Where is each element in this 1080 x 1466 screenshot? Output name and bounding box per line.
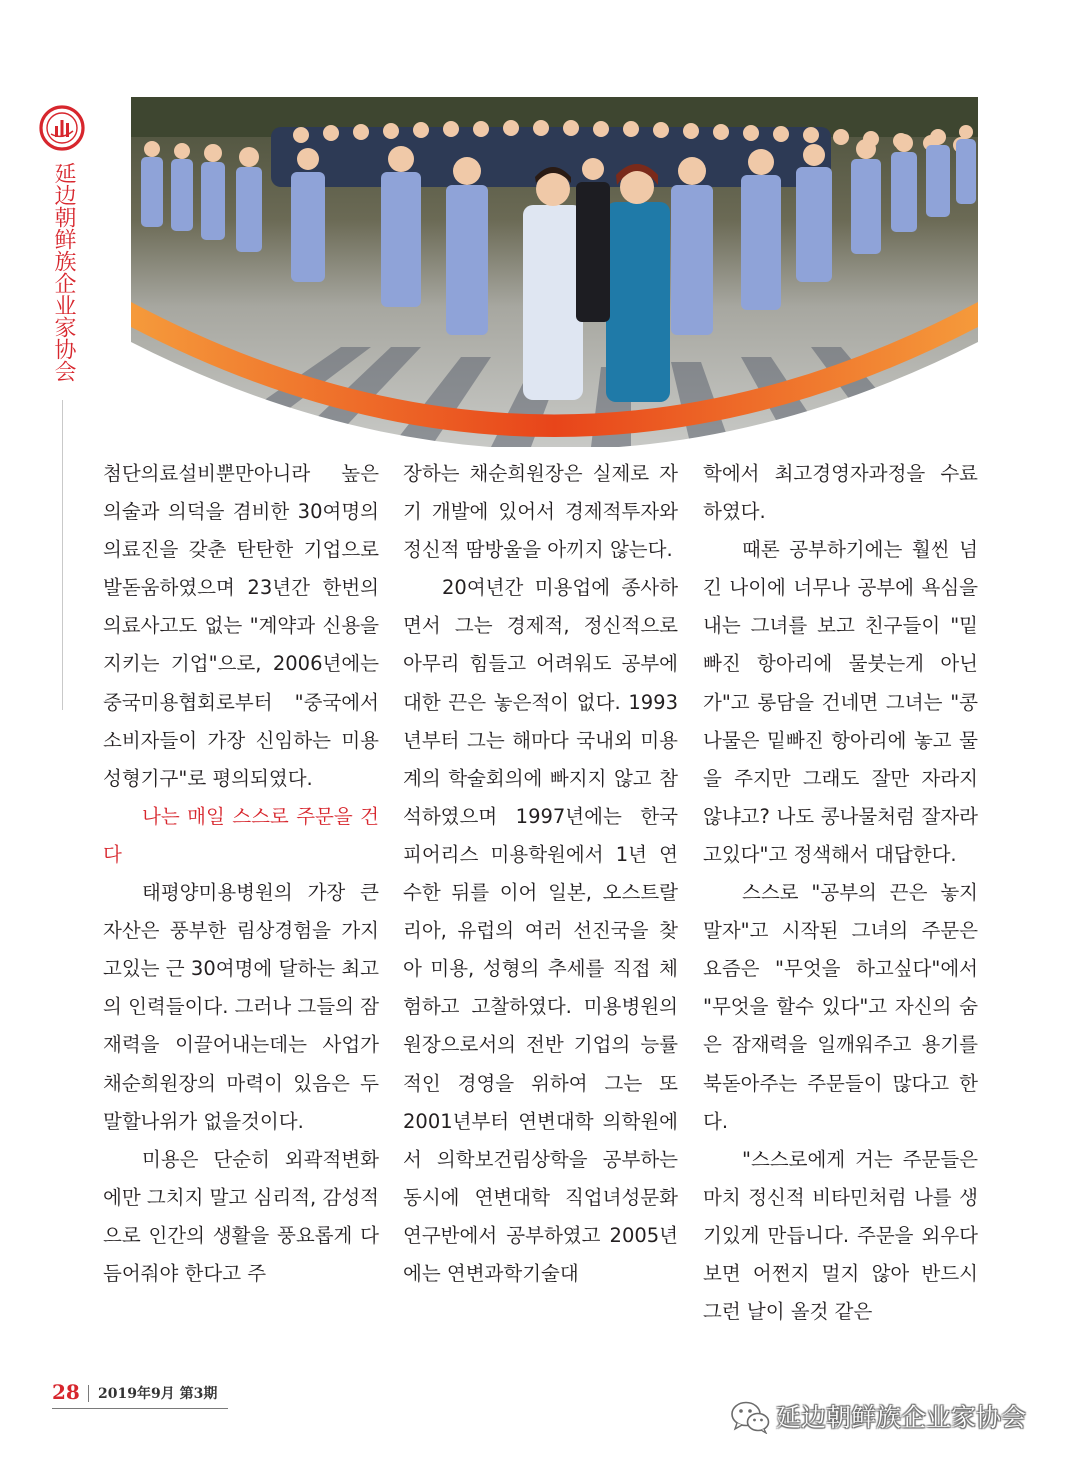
page-number: 28 — [52, 1380, 80, 1404]
paragraph: 장하는 채순희원장은 실제로 자기 개발에 있어서 경제적투자와 정신적 땀방울을 아끼지 않는다. — [403, 462, 678, 562]
sidebar-divider — [62, 400, 63, 710]
paragraph: 스스로 "공부의 끈은 놓지 말자"고 시작된 그녀의 주문은 요즘은 "무엇을 하고싶다"에서 "무엇을 할수 있다"고 자신의 숨은 잠재력을 일깨워주고 용기를 북돋아주는 주문들이 많다고 한다. — [703, 881, 978, 1133]
watermark-text: 延边朝鲜族企业家协会 — [776, 1403, 1027, 1432]
issue-label: 2019年9月 第3期 — [98, 1386, 218, 1402]
paragraph: "스스로에게 거는 주문들은 마치 정신적 비타민처럼 나를 생기있게 만듭니다. 주문을 외우다 보면 어쩐지 멀지 않아 반드시 그런 날이 올것 같은 — [703, 1147, 978, 1324]
paragraph: 때론 공부하기에는 훨씬 넘긴 나이에 너무나 공부에 욕심을 내는 그녀를 보고 친구들이 "밑빠진 항아리에 물붓는게 아닌가"고 롱담을 건네면 그녀는 "콩나물은 밑빠진 항아리에 놓고 물을 주지만 그래도 잘만 자라지 않냐고? 나도 콩나물처럼 잘자라고있다"고 정색해서 대답한다. — [703, 538, 978, 866]
organization-name: 延边朝鲜族企业家协会 — [51, 162, 76, 382]
paragraph: 첨단의료설비뿐만아니라 높은 의술과 의덕을 겸비한 30여명의 의료진을 갖춘 탄탄한 기업으로 발돋움하였으며 23년간 한번의 의료사고도 없는 "계약과 신용을 지키는 기업"으로, 2006년에는 중국미용협회로부터 "중국에서 소비자들이 가장 신임하는 미용성형기구"로 평의되였다. — [103, 462, 379, 790]
circle-logo-icon — [38, 104, 86, 152]
wechat-icon — [730, 1400, 770, 1434]
footer-separator — [88, 1385, 89, 1402]
section-subheading: 나는 매일 스스로 주문을 건다 — [103, 804, 379, 866]
paragraph: 20여년간 미용업에 종사하면서 그는 경제적, 정신적으로 아무리 힘들고 어려워도 공부에 대한 끈은 놓은적이 없다. 1993년부터 그는 해마다 국내외 미용계의 학술회의에 빠지지 않고 참석하였으며 1997년에는 한국 피어리스 미용학원에서 1년 연수한 뒤를 이어 일본, 오스트랄리아, 유럽의 여러 선진국을 찾아 미용, 성형의 추세를 직접 체험하고 고찰하였다. 미용병원의 원장으로서의 전반 기업의 능률적인 경영을 위하여 그는 또 2001년부터 연변대학 의학원에서 의학보건림상학을 공부하는 동시에 연변대학 직업녀성문화연구반에서 공부하였고 2005년에는 연변과학기술대 — [403, 576, 678, 1285]
paragraph: 태평양미용병원의 가장 큰 자산은 풍부한 림상경험을 가지고있는 근 30여명에 달하는 최고의 인력들이다. 그러나 그들의 잠재력을 이끌어내는데는 사업가 채순희원장의 마력이 있음은 두말할나위가 없을것이다. — [103, 881, 379, 1133]
wechat-watermark — [730, 1396, 1060, 1440]
sidebar — [30, 100, 96, 720]
paragraph: 학에서 최고경영자과정을 수료하였다. — [703, 462, 978, 524]
article-column-3 — [703, 455, 978, 1331]
group-photo-image — [131, 97, 978, 447]
footer-rule — [52, 1408, 228, 1409]
paragraph: 미용은 단순히 외곽적변화에만 그치지 말고 심리적, 감성적으로 인간의 생활을 풍요롭게 다듬어줘야 한다고 주 — [103, 1147, 379, 1285]
article-column-2 — [403, 455, 678, 1293]
article-column-1 — [103, 455, 379, 1293]
